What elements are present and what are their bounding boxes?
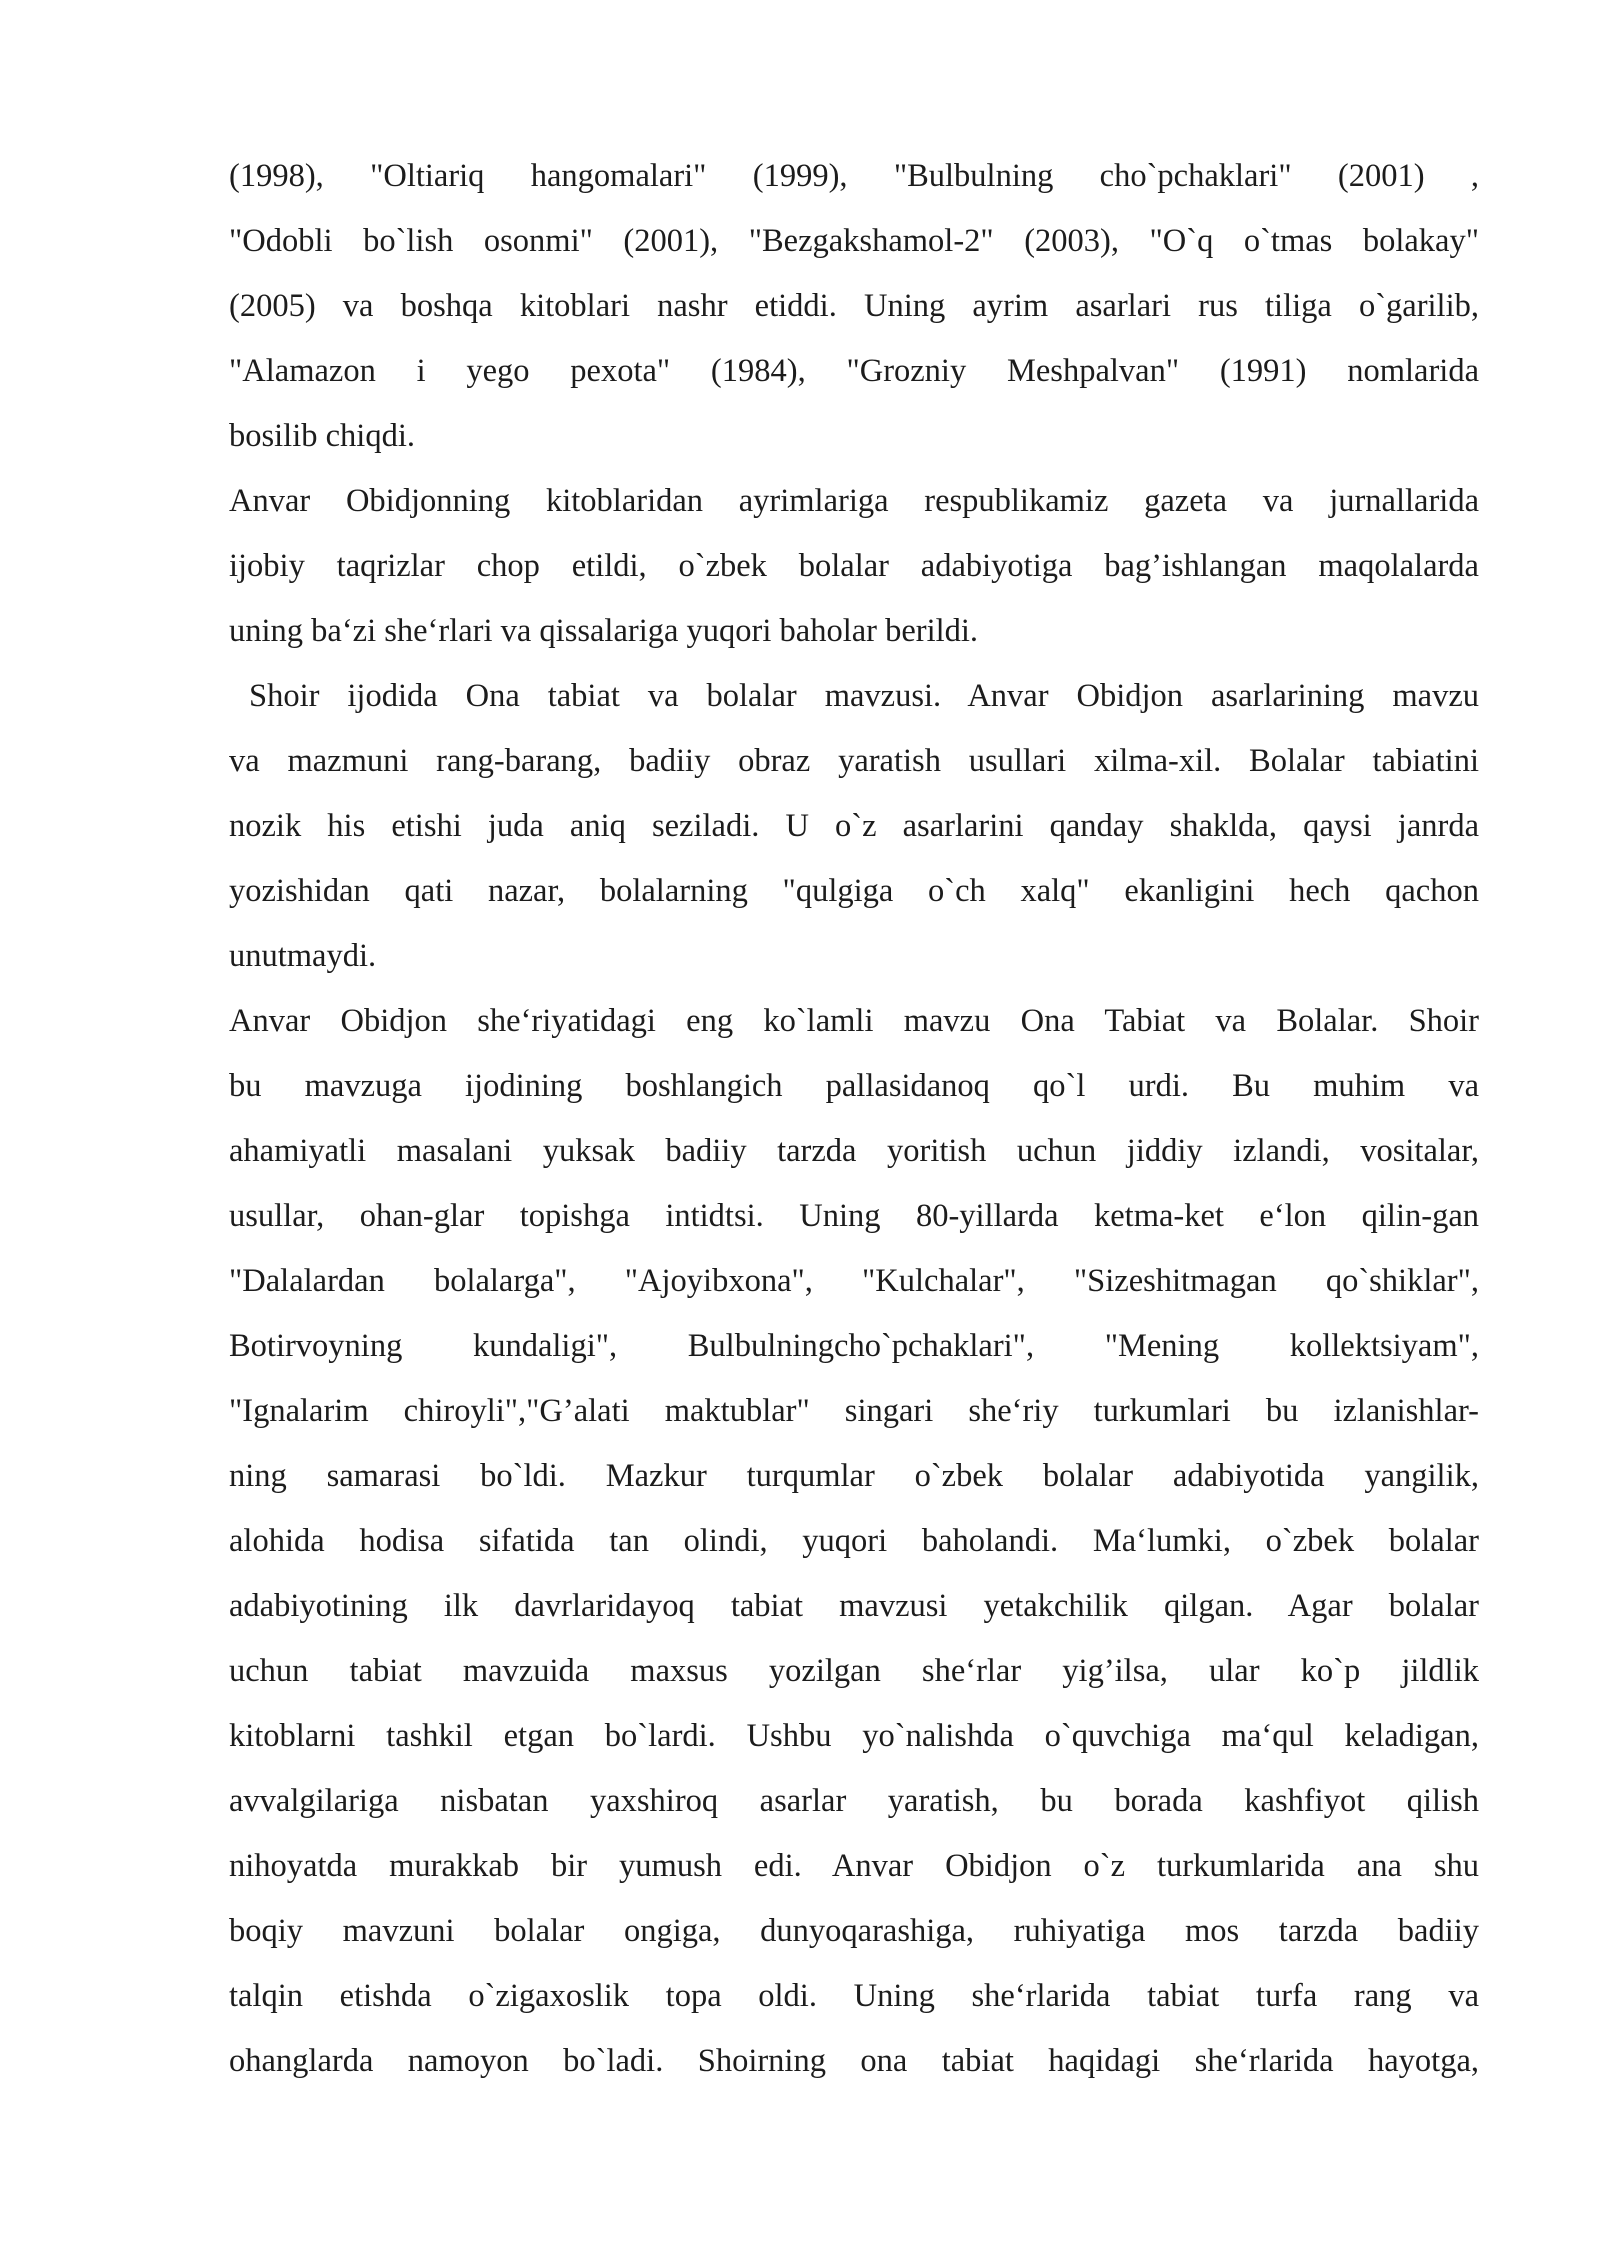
- text-line: talqin etishda o`zigaxoslik topa oldi. Uning she‘rlarida tabiat turfa rang va: [229, 1978, 1479, 2014]
- text-line: ahamiyatli masalani yuksak badiiy tarzda yoritish uchun jiddiy izlandi, vositalar,: [229, 1133, 1479, 1169]
- text-line: Shoir ijodida Ona tabiat va bolalar mavzusi. Anvar Obidjon asarlarining mavzu: [249, 678, 1479, 714]
- text-line: boqiy mavzuni bolalar ongiga, dunyoqarashiga, ruhiyatiga mos tarzda badiiy: [229, 1913, 1479, 1949]
- text-line: bu mavzuga ijodining boshlangich pallasidanoq qo`l urdi. Bu muhim va: [229, 1068, 1479, 1104]
- text-line: "Odobli bo`lish osonmi" (2001), "Bezgakshamol-2" (2003), "O`q o`tmas bolakay": [229, 223, 1479, 259]
- text-line: Botirvoyning kundaligi", Bulbulningcho`pchaklari", "Mening kollektsiyam",: [229, 1328, 1479, 1364]
- text-line: Anvar Obidjon she‘riyatidagi eng ko`lamli mavzu Ona Tabiat va Bolalar. Shoir: [229, 1003, 1479, 1039]
- text-line: kitoblarni tashkil etgan bo`lardi. Ushbu yo`nalishda o`quvchiga ma‘qul keladigan,: [229, 1718, 1479, 1754]
- text-line: yozishidan qati nazar, bolalarning "qulgiga o`ch xalq" ekanligini hech qachon: [229, 873, 1479, 909]
- text-line: ohanglarda namoyon bo`ladi. Shoirning ona tabiat haqidagi she‘rlarida hayotga,: [229, 2043, 1479, 2079]
- text-line: (1998), "Oltiariq hangomalari" (1999), "Bulbulning cho`pchaklari" (2001) ,: [229, 158, 1479, 194]
- text-line: unutmaydi.: [229, 938, 377, 974]
- text-line: "Alamazon i yego pexota" (1984), "Grozniy Meshpalvan" (1991) nomlarida: [229, 353, 1479, 389]
- text-line: usullar, ohan-glar topishga intidtsi. Uning 80-yillarda ketma-ket e‘lon qilin-gan: [229, 1198, 1479, 1234]
- text-line: (2005) va boshqa kitoblari nashr etiddi. Uning ayrim asarlari rus tiliga o`garilib,: [229, 288, 1479, 324]
- text-line: bosilib chiqdi.: [229, 418, 415, 454]
- text-line: nozik his etishi juda aniq seziladi. U o`z asarlarini qanday shaklda, qaysi janrda: [229, 808, 1479, 844]
- document-page: [229, 144, 1479, 2094]
- text-line: Anvar Obidjonning kitoblaridan ayrimlariga respublikamiz gazeta va jurnallarida: [229, 483, 1479, 519]
- text-line: alohida hodisa sifatida tan olindi, yuqori baholandi. Ma‘lumki, o`zbek bolalar: [229, 1523, 1479, 1559]
- text-line: ning samarasi bo`ldi. Mazkur turqumlar o`zbek bolalar adabiyotida yangilik,: [229, 1458, 1479, 1494]
- text-line: va mazmuni rang-barang, badiiy obraz yaratish usullari xilma-xil. Bolalar tabiatini: [229, 743, 1479, 779]
- text-line: avvalgilariga nisbatan yaxshiroq asarlar yaratish, bu borada kashfiyot qilish: [229, 1783, 1479, 1819]
- text-line: adabiyotining ilk davrlaridayoq tabiat mavzusi yetakchilik qilgan. Agar bolalar: [229, 1588, 1479, 1624]
- text-line: uchun tabiat mavzuida maxsus yozilgan she‘rlar yig’ilsa, ular ko`p jildlik: [229, 1653, 1479, 1689]
- text-line: "Ignalarim chiroyli","G’alati maktublar" singari she‘riy turkumlari bu izlanishlar-: [229, 1393, 1479, 1429]
- text-line: ijobiy taqrizlar chop etildi, o`zbek bolalar adabiyotiga bag’ishlangan maqolalarda: [229, 548, 1479, 584]
- text-line: nihoyatda murakkab bir yumush edi. Anvar Obidjon o`z turkumlarida ana shu: [229, 1848, 1479, 1884]
- text-line: uning ba‘zi she‘rlari va qissalariga yuqori baholar berildi.: [229, 613, 979, 649]
- text-line: "Dalalardan bolalarga", "Ajoyibxona", "Kulchalar", "Sizeshitmagan qo`shiklar",: [229, 1263, 1479, 1299]
